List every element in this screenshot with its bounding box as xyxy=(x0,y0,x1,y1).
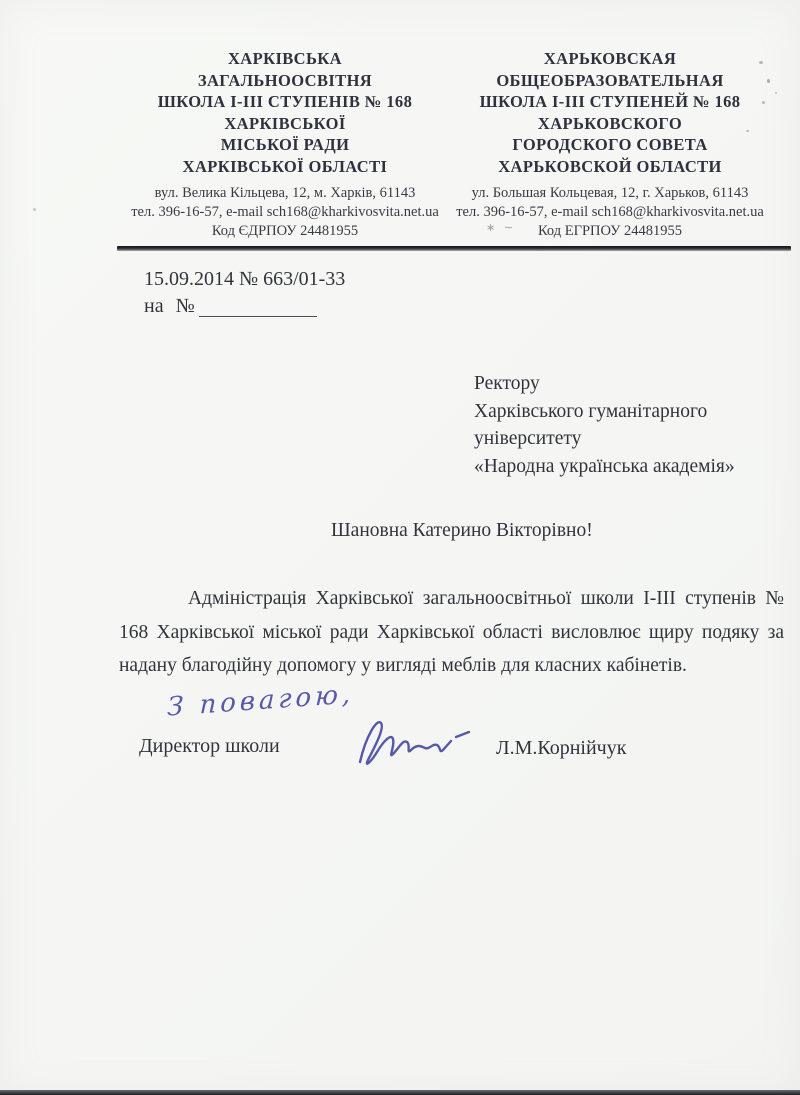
address-line: ул. Большая Кольцевая, 12, г. Харьков, 61143 xyxy=(471,185,749,201)
scan-speck xyxy=(746,130,749,132)
scan-speck xyxy=(759,61,763,64)
org-name-line: ЗАГАЛЬНООСВІТНЯ xyxy=(197,70,373,90)
recipient-line: університету xyxy=(474,428,582,449)
org-name-line: ШКОЛА I-III СТУПЕНЕЙ № 168 xyxy=(479,92,741,111)
org-name-line: ГОРОДСКОГО СОВЕТА xyxy=(512,135,708,154)
reply-number-blank xyxy=(199,315,317,317)
scan-speck xyxy=(33,208,36,211)
org-name-line: ХАРЬКОВСКОГО xyxy=(537,113,683,133)
org-name-line: ХАРЬКОВСКАЯ xyxy=(543,49,677,68)
org-name-line: МІСЬКОЇ РАДИ xyxy=(220,135,350,154)
salutation: Шановна Катерино Вікторівно! xyxy=(331,520,593,541)
letterhead-russian xyxy=(434,48,786,241)
address-line: тел. 396-16-57, e-mail sch168@kharkivosvita.net.ua xyxy=(131,204,439,220)
org-name-line: ОБЩЕОБРАЗОВАТЕЛЬНАЯ xyxy=(496,70,724,90)
org-name-russian xyxy=(434,48,786,177)
org-name-line: ШКОЛА I-III СТУПЕНІВ № 168 xyxy=(157,92,413,111)
address-line: тел. 396-16-57, e-mail sch168@kharkivosvita.net.ua xyxy=(456,204,764,220)
reference-block xyxy=(144,266,345,320)
reply-to-row xyxy=(144,293,345,320)
reply-prefix: на № xyxy=(144,295,195,317)
signer-title: Директор школи xyxy=(139,735,280,757)
scan-speck xyxy=(775,92,777,94)
org-name-line: ХАРКІВСЬКОЇ xyxy=(224,113,346,133)
org-name-line: ХАРКІВСЬКОЇ ОБЛАСТІ xyxy=(182,156,388,176)
recipient-line: Ректору xyxy=(474,373,540,394)
org-name-line: ХАРКІВСЬКА xyxy=(227,49,342,68)
body-paragraph: Адміністрація Харківської загальноосвітньої школи I-III ступенів № 168 Харківської міської ради Харківської області висловлює щиру подяку за надану благодійну допомогу у вигляді меблів для класних кабінетів. xyxy=(119,588,784,676)
scan-smudge: ∗ ∼ xyxy=(486,222,517,234)
recipient-line: Харківського гуманітарного xyxy=(474,400,708,422)
recipient-block xyxy=(474,370,735,480)
address-line: Код ЕГРПОУ 24481955 xyxy=(537,223,683,239)
scan-speck xyxy=(767,79,770,83)
handwritten-closing: З повагою, xyxy=(166,679,355,723)
recipient-line: «Народна українська академія» xyxy=(474,455,735,477)
signer-name: Л.М.Корнійчук xyxy=(496,737,627,759)
scan-bottom-edge xyxy=(0,1090,800,1095)
letterhead-ukrainian xyxy=(106,48,464,241)
scan-speck xyxy=(762,101,765,104)
org-name-ukrainian xyxy=(106,48,464,177)
signature-scribble-icon xyxy=(346,710,478,772)
org-name-line: ХАРЬКОВСКОЙ ОБЛАСТИ xyxy=(498,156,722,176)
org-address-ukrainian xyxy=(106,184,464,241)
address-line: вул. Велика Кільцева, 12, м. Харків, 61143 xyxy=(154,185,416,201)
letterhead-divider-rule xyxy=(117,246,791,251)
outgoing-date-number: 15.09.2014 № 663/01-33 xyxy=(144,268,346,290)
address-line: Код ЄДРПОУ 24481955 xyxy=(211,223,359,239)
